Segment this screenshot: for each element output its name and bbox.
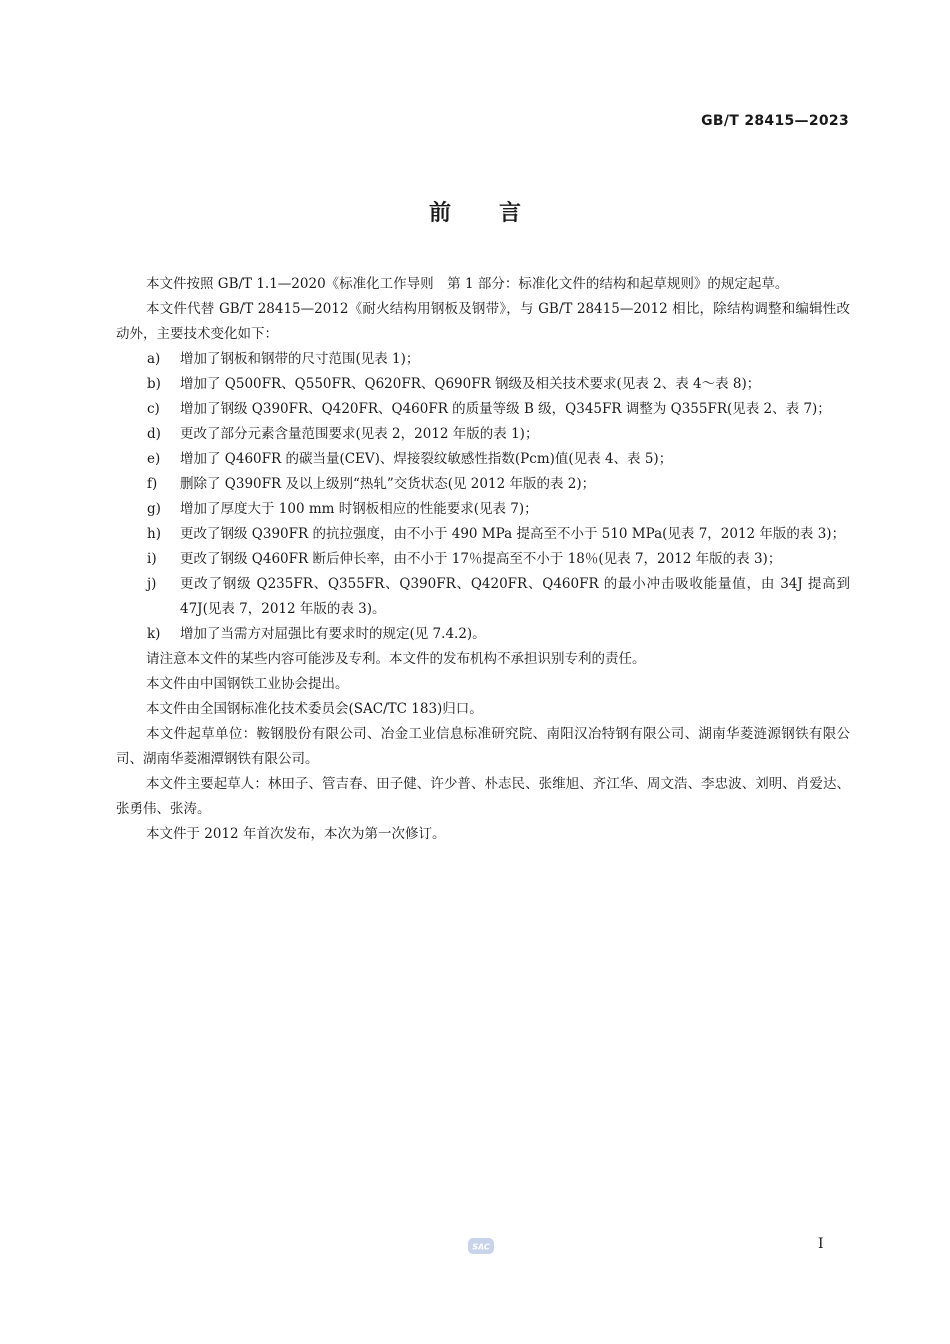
list-item-text: 增加了厚度大于 100 mm 时钢板相应的性能要求(见表 7)； [180, 501, 538, 517]
list-marker: e) [147, 451, 161, 467]
changes-list [116, 347, 850, 647]
list-item-text: 增加了 Q500FR、Q550FR、Q620FR、Q690FR 钢级及相关技术要求(见表 2、表 4～表 8)； [180, 376, 761, 392]
page-number: I [818, 1236, 824, 1252]
list-item-text: 删除了 Q390FR 及以上级别“热轧”交货状态(见 2012 年版的表 2)； [180, 476, 596, 492]
paragraph-proposer: 本文件由中国钢铁工业协会提出。 [146, 676, 349, 692]
paragraph-history: 本文件于 2012 年首次发布，本次为第一次修订。 [146, 826, 446, 842]
paragraph-committee: 本文件由全国钢标准化技术委员会(SAC/TC 183)归口。 [146, 701, 483, 717]
list-item-text: 增加了 Q460FR 的碳当量(CEV)、焊接裂纹敏感性指数(Pcm)值(见表 4、表 5)； [180, 451, 673, 467]
list-item [116, 572, 850, 622]
list-marker: f) [147, 476, 158, 492]
watermark-text: SAC [472, 1242, 490, 1252]
list-marker: j) [147, 576, 157, 592]
list-marker: a) [147, 351, 161, 367]
list-item-text: 增加了钢板和钢带的尺寸范围(见表 1)； [180, 351, 420, 367]
list-item [116, 447, 850, 472]
list-marker: b) [147, 376, 161, 392]
list-item-text: 更改了钢级 Q460FR 断后伸长率，由不小于 17％提高至不小于 18％(见表 7，2012 年版的表 3)； [180, 551, 782, 567]
list-item [116, 622, 850, 647]
list-item [116, 522, 850, 547]
paragraph-patent-notice: 请注意本文件的某些内容可能涉及专利。本文件的发布机构不承担识别专利的责任。 [146, 651, 646, 667]
list-marker: c) [147, 401, 160, 417]
list-item-text: 更改了钢级 Q235FR、Q355FR、Q390FR、Q420FR、Q460FR 的最小冲击吸收能量值，由 34J 提高到 47J(见表 7，2012 年版的表 3)。 [180, 576, 850, 617]
paragraph-replacement: 本文件代替 GB/T 28415—2012《耐火结构用钢板及钢带》，与 GB/T 28415—2012 相比，除结构调整和编辑性改动外，主要技术变化如下： [116, 301, 850, 342]
list-item [116, 547, 850, 572]
foreword-body [116, 272, 850, 847]
list-item-text: 更改了钢级 Q390FR 的抗拉强度，由不小于 490 MPa 提高至不小于 510 MPa(见表 7，2012 年版的表 3)； [180, 526, 846, 542]
list-item [116, 347, 850, 372]
standard-code: GB/T 28415—2023 [701, 113, 849, 129]
list-item-text: 更改了部分元素含量范围要求(见表 2，2012 年版的表 1)； [180, 426, 539, 442]
list-marker: k) [147, 626, 161, 642]
paragraph-drafting-rules: 本文件按照 GB/T 1.1—2020《标准化工作导则 第 1 部分：标准化文件的结构和起草规则》的规定起草。 [146, 276, 789, 292]
paragraph-drafters: 本文件主要起草人：林田子、管吉春、田子健、许少普、朴志民、张维旭、齐江华、周文浩、李忠波、刘明、肖爱达、张勇伟、张涛。 [116, 776, 850, 817]
paragraph-drafting-units: 本文件起草单位：鞍钢股份有限公司、冶金工业信息标准研究院、南阳汉冶特钢有限公司、湖南华菱涟源钢铁有限公司、湖南华菱湘潭钢铁有限公司。 [116, 726, 850, 767]
list-marker: g) [147, 501, 161, 517]
list-marker: d) [147, 426, 161, 442]
list-item [116, 422, 850, 447]
list-item [116, 397, 850, 422]
list-item [116, 372, 850, 397]
list-item [116, 497, 850, 522]
list-item-text: 增加了钢级 Q390FR、Q420FR、Q460FR 的质量等级 B 级，Q345FR 调整为 Q355FR(见表 2、表 7)； [180, 401, 831, 417]
list-item [116, 472, 850, 497]
list-marker: h) [147, 526, 161, 542]
list-marker: i) [147, 551, 157, 567]
sac-logo-watermark [467, 1236, 495, 1256]
list-item-text: 增加了当需方对屈强比有要求时的规定(见 7.4.2)。 [180, 626, 486, 642]
page-title: 前言 [428, 201, 569, 226]
